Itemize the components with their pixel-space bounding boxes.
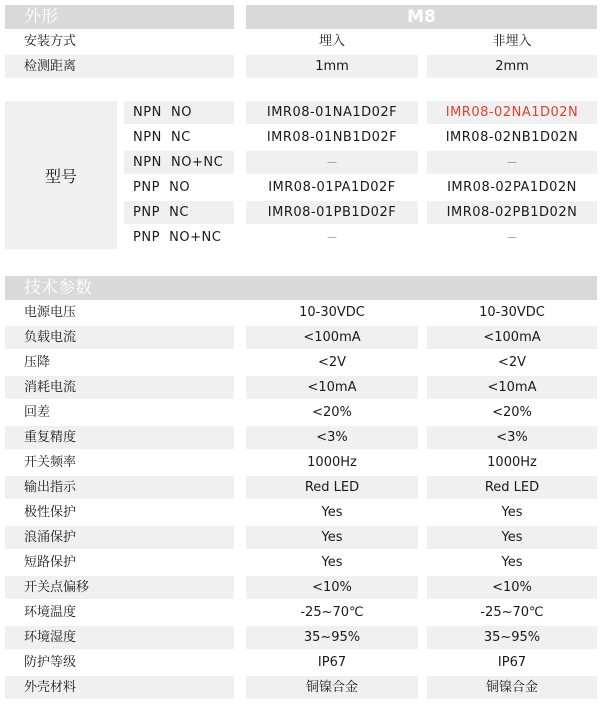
model-number-flush-empty: —	[246, 151, 418, 174]
spec-value-nonflush: <10mA	[427, 376, 597, 399]
row-value-nonflush: 非埋入	[492, 34, 532, 49]
output-type: PNP NO	[133, 180, 191, 195]
spec-value-nonflush: <10%	[427, 576, 597, 599]
spec-value-flush: <20%	[312, 405, 352, 420]
spec-value-flush: IP67	[317, 655, 347, 670]
spec-value-flush: 1000Hz	[307, 455, 357, 470]
spec-row	[0, 301, 603, 326]
spec-label: 开关点偏移	[5, 576, 234, 599]
row-value-flush: 埋入	[318, 34, 345, 49]
spec-value-nonflush: IP67	[497, 655, 527, 670]
model-number-nonflush: IMR08-02NB1D02N	[445, 130, 579, 145]
spec-label: 电源电压	[24, 305, 77, 320]
spec-value-nonflush: <20%	[492, 405, 532, 420]
model-row	[0, 201, 603, 226]
spec-value-flush: Yes	[321, 505, 343, 520]
model-number-flush: IMR08-01PB1D02F	[246, 201, 418, 224]
model-row	[0, 176, 603, 201]
spec-row	[0, 676, 603, 701]
appearance-row-distance	[0, 55, 603, 80]
spec-label: 消耗电流	[5, 376, 234, 399]
spec-label: 回差	[24, 405, 51, 420]
spec-value-flush: 铜镍合金	[246, 676, 418, 699]
output-type: NPN NO	[124, 101, 234, 124]
spec-row	[0, 451, 603, 476]
spec-label: 环境湿度	[5, 626, 234, 649]
spec-value-nonflush: Yes	[501, 555, 523, 570]
model-number-flush-empty: —	[327, 232, 337, 243]
spec-row	[0, 376, 603, 401]
row-value-flush: 1mm	[246, 55, 418, 78]
spec-label: 外壳材料	[5, 676, 234, 699]
spec-value-flush: <100mA	[246, 326, 418, 349]
spec-row	[0, 351, 603, 376]
spec-value-flush: <10%	[246, 576, 418, 599]
row-label: 安装方式	[24, 34, 77, 49]
output-type: PNP NC	[124, 201, 234, 224]
spec-row	[0, 401, 603, 426]
output-type: NPN NO+NC	[124, 151, 234, 174]
spec-value-flush: Yes	[246, 526, 418, 549]
spec-value-flush: Red LED	[246, 476, 418, 499]
spec-row	[0, 601, 603, 626]
spec-value-nonflush: <100mA	[427, 326, 597, 349]
spec-row	[0, 501, 603, 526]
model-number-flush: IMR08-01PA1D02F	[268, 180, 396, 195]
output-type: NPN NC	[133, 130, 191, 145]
model-row	[0, 226, 603, 251]
spec-value-flush: <3%	[246, 426, 418, 449]
specs-section-title: 技术参数	[5, 276, 597, 300]
spec-label: 浪涌保护	[5, 526, 234, 549]
spec-label: 负载电流	[5, 326, 234, 349]
model-size-header: M8	[246, 5, 597, 29]
model-number-nonflush-highlighted: IMR08-02NA1D02N	[427, 101, 597, 124]
spec-row	[0, 626, 603, 651]
row-value-nonflush: 2mm	[427, 55, 597, 78]
model-number-flush: IMR08-01NB1D02F	[266, 130, 398, 145]
spec-row	[0, 576, 603, 601]
spec-label: 极性保护	[24, 505, 77, 520]
model-number-nonflush-empty: —	[427, 151, 597, 174]
row-label: 检测距离	[5, 55, 234, 78]
output-type: PNP NO+NC	[133, 230, 222, 245]
spec-value-nonflush: 铜镍合金	[427, 676, 597, 699]
spec-value-nonflush: <3%	[427, 426, 597, 449]
spec-label: 开关频率	[24, 455, 77, 470]
spec-label: 环境温度	[24, 605, 77, 620]
spec-label: 重复精度	[5, 426, 234, 449]
spec-value-flush: 10-30VDC	[299, 305, 365, 320]
spec-label: 防护等级	[24, 655, 77, 670]
model-label: 型号	[44, 166, 77, 186]
spec-label: 输出指示	[5, 476, 234, 499]
spec-row	[0, 526, 603, 551]
model-row	[0, 151, 603, 176]
spec-value-nonflush: -25~70℃	[480, 605, 544, 620]
spec-value-nonflush: 1000Hz	[487, 455, 537, 470]
spec-row	[0, 326, 603, 351]
spec-value-flush: <10mA	[246, 376, 418, 399]
model-number-flush: IMR08-01NA1D02F	[246, 101, 418, 124]
spec-value-flush: 35~95%	[246, 626, 418, 649]
model-number-nonflush-empty: —	[507, 232, 517, 243]
spec-row	[0, 551, 603, 576]
spec-value-flush: -25~70℃	[300, 605, 364, 620]
spec-value-nonflush: <2V	[497, 355, 527, 370]
appearance-section-title: 外形	[5, 5, 234, 29]
spec-row	[0, 651, 603, 676]
model-number-nonflush: IMR08-02PB1D02N	[427, 201, 597, 224]
spec-label: 压降	[24, 355, 51, 370]
spec-value-flush: <2V	[317, 355, 347, 370]
model-row	[0, 101, 603, 126]
spec-value-nonflush: Yes	[427, 526, 597, 549]
spec-value-nonflush: Yes	[501, 505, 523, 520]
spec-row	[0, 476, 603, 501]
spec-label: 短路保护	[24, 555, 77, 570]
appearance-row-mounting	[0, 30, 603, 55]
model-row	[0, 126, 603, 151]
spec-value-nonflush: Red LED	[427, 476, 597, 499]
spec-row	[0, 426, 603, 451]
model-number-nonflush: IMR08-02PA1D02N	[447, 180, 577, 195]
spec-value-flush: Yes	[321, 555, 343, 570]
spec-value-nonflush: 10-30VDC	[479, 305, 545, 320]
spec-value-nonflush: 35~95%	[427, 626, 597, 649]
